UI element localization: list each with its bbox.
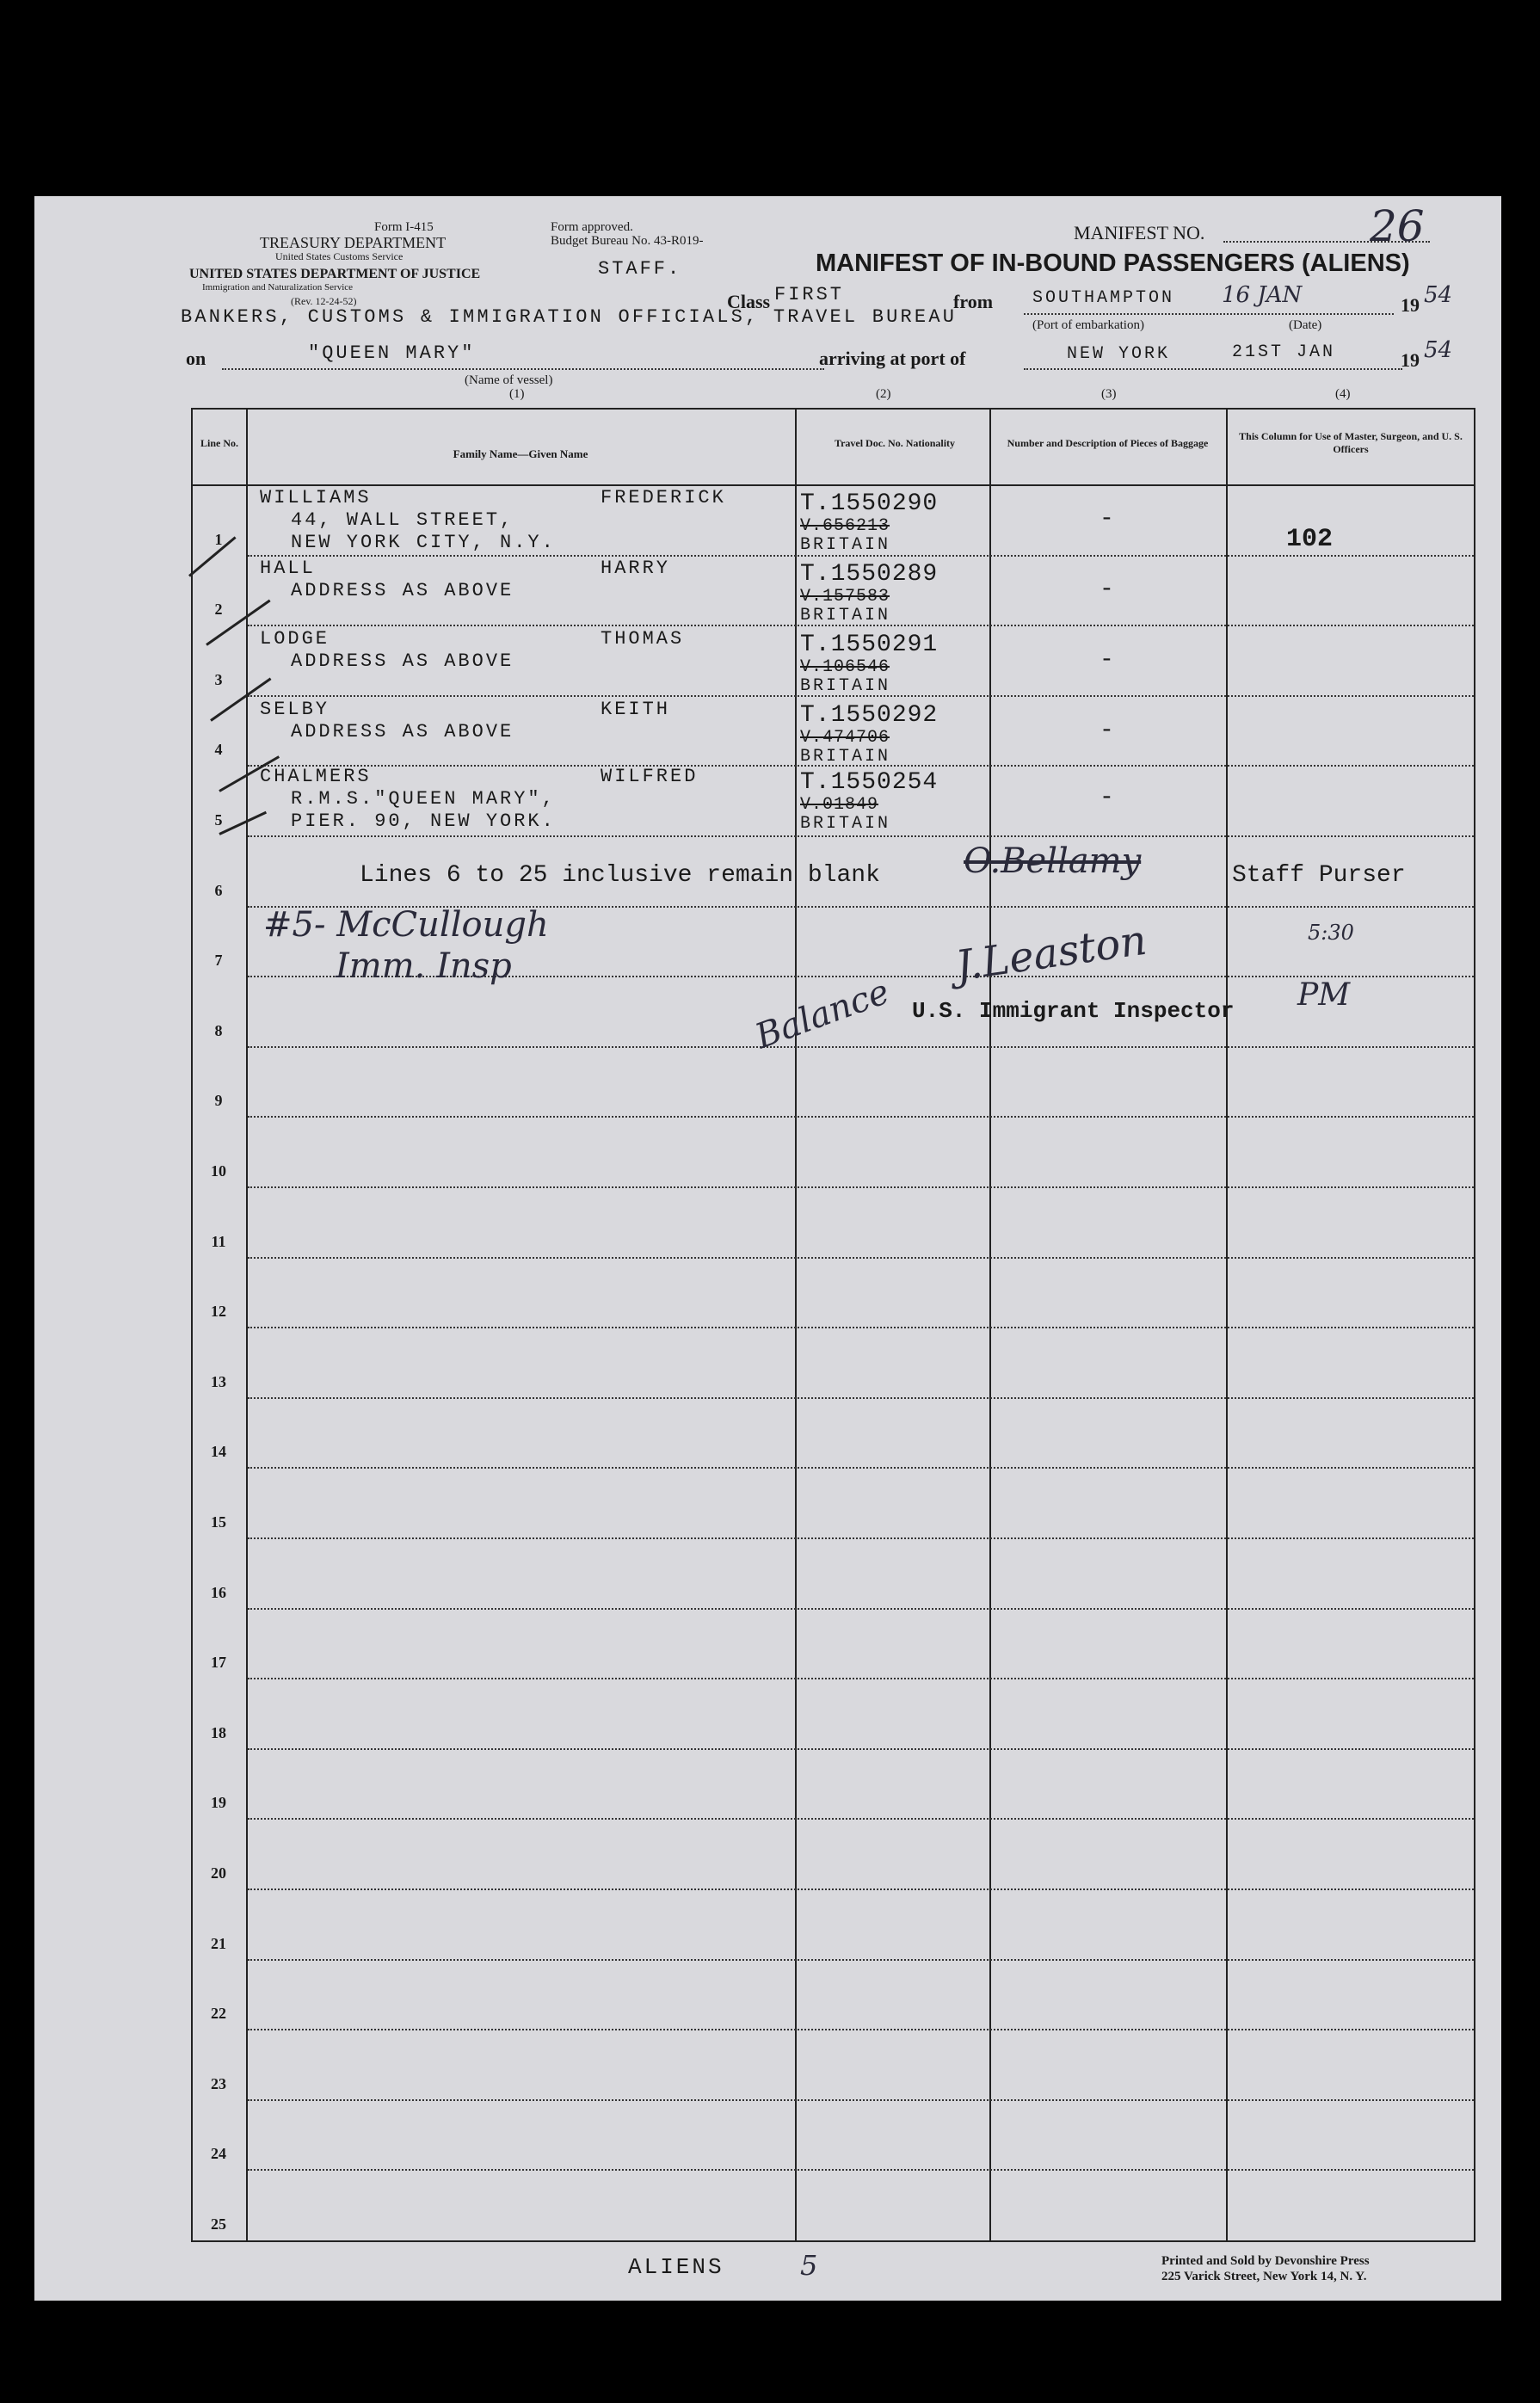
baggage-count: - [1100,506,1114,533]
arrival-port: NEW YORK [1067,344,1171,364]
budget-label: Budget Bureau No. 43-R019- [551,234,704,248]
travel-doc-number: T.1550292 [800,702,939,729]
row-rule [248,1186,1474,1188]
travel-doc-number: T.1550289 [800,561,939,588]
year-prefix-arrival: 19 [1401,349,1420,371]
date-caption: (Date) [1289,318,1322,332]
column-2-number: (2) [876,387,891,401]
old-doc-number: V.01849 [800,795,879,815]
from-value: SOUTHAMPTON [1032,288,1175,308]
purser-title: Staff Purser [1232,862,1406,889]
ins-label: Immigration and Naturalization Service [202,282,354,293]
row-rule [248,1678,1474,1679]
row-rule [248,555,1474,557]
on-label: on [186,348,206,369]
aliens-count: 5 [800,2249,818,2282]
family-name: WILLIAMS [260,487,372,508]
travel-doc-header: Travel Doc. No. Nationality [834,437,956,449]
old-doc-number: V.474706 [800,728,890,748]
row-rule [248,1537,1474,1539]
row-rule [248,1327,1474,1328]
manifest-no-label: MANIFEST NO. [1074,222,1205,243]
nationality: BRITAIN [800,747,891,767]
manifest-title: MANIFEST OF IN-BOUND PASSENGERS (ALIENS) [816,250,1410,277]
class-label: Class [727,291,771,312]
given-name: KEITH [601,699,671,720]
line-number: 2 [214,601,223,618]
line-number: 23 [211,2075,226,2092]
baggage-count: - [1100,785,1114,811]
baggage-header: Number and Description of Pieces of Baggage [1007,437,1209,449]
manifest-page [34,196,1501,2301]
line-number: 22 [211,2005,226,2022]
baggage-count: - [1100,647,1114,674]
arriving-label: arriving at port of [819,348,966,369]
line-number: 25 [211,2215,226,2233]
line-number: 3 [214,671,223,688]
address-line-1: ADDRESS AS ABOVE [291,580,514,601]
approved-label: Form approved. [551,220,633,234]
pm-note: PM [1297,977,1351,1013]
year-from: 54 [1424,282,1453,308]
class-value: FIRST [774,284,845,305]
nationality: BRITAIN [800,676,891,696]
year-prefix: 19 [1401,294,1420,316]
address-line-1: ADDRESS AS ABOVE [291,721,514,742]
line-number: 16 [211,1584,226,1601]
row-rule [248,1257,1474,1259]
given-name: FREDERICK [601,487,726,508]
address-line-2: PIER. 90, NEW YORK. [291,810,556,832]
family-name: HALL [260,558,316,579]
column-1-number: (1) [509,387,525,401]
treasury-label: TREASURY DEPARTMENT [260,234,447,251]
aliens-label: ALIENS [628,2254,724,2280]
customs-label: United States Customs Service [275,250,403,262]
family-name: CHALMERS [260,766,372,787]
row-rule [248,1046,1474,1048]
travel-doc-number: T.1550290 [800,490,939,517]
line-number: 12 [211,1303,226,1320]
line-number: 1 [214,531,223,548]
vessel-name: "QUEEN MARY" [308,342,476,364]
line-number: 17 [211,1654,226,1671]
line-number: 24 [211,2145,226,2162]
nationality: BRITAIN [800,535,891,555]
line-number: 4 [214,741,223,758]
travel-doc-number: T.1550291 [800,632,939,658]
address-line-1: R.M.S."QUEEN MARY", [291,788,556,810]
line-number: 21 [211,1935,226,1952]
line-number: 11 [211,1233,226,1250]
from-label: from [953,291,994,312]
time-note: 5:30 [1308,921,1354,945]
line-number: 20 [211,1864,226,1882]
line-number: 9 [214,1092,223,1109]
address-line-1: ADDRESS AS ABOVE [291,650,514,672]
line-number: 6 [214,882,223,899]
revision-label: (Rev. 12-24-52) [291,295,357,307]
row-rule [248,1608,1474,1610]
row-rule [248,835,1474,837]
purser-signature: O.Bellamy [964,841,1142,881]
vessel-caption: (Name of vessel) [465,373,553,387]
inspector-signature: J.Leaston [952,915,1150,991]
address-line-2: NEW YORK CITY, N.Y. [291,532,556,553]
year-to: 54 [1424,337,1453,363]
nationality: BRITAIN [800,606,891,625]
arrival-date: 21ST JAN [1232,342,1336,362]
baggage-count: - [1100,718,1114,744]
printer-line-2: 225 Varick Street, New York 14, N. Y. [1161,2270,1367,2283]
form-number: Form I-415 [374,220,434,234]
line-no-header: Line No. [200,437,238,449]
line-number: 10 [211,1162,226,1180]
blank-lines-note: Lines 6 to 25 inclusive remain blank [360,862,880,889]
row-rule [248,1397,1474,1399]
row-rule [248,1959,1474,1961]
row-rule [248,2169,1474,2171]
line-number: 14 [211,1443,226,1460]
row-rule [248,1748,1474,1750]
given-name: THOMAS [601,628,685,650]
given-name: WILFRED [601,766,699,787]
travel-doc-number: T.1550254 [800,769,939,796]
line-number: 7 [214,952,223,969]
baggage-count: - [1100,576,1114,603]
from-date: 16 JAN [1222,282,1303,308]
row-rule [248,1116,1474,1118]
column-3-number: (3) [1101,387,1117,401]
name-header: Family Name—Given Name [453,447,588,460]
line-number: 5 [214,811,223,829]
old-doc-number: V.656213 [800,516,890,536]
address-line-1: 44, WALL STREET, [291,509,514,531]
row-rule [248,1818,1474,1820]
family-name: LODGE [260,628,330,650]
balance-handwriting: Balance [750,971,895,1057]
line-number: 18 [211,1724,226,1741]
officer-note: 102 [1286,525,1334,554]
manifest-number: 26 [1370,201,1425,251]
staff-label: STAFF. [598,258,682,280]
row-rule [248,1467,1474,1469]
old-doc-number: V.106546 [800,657,890,677]
family-name: SELBY [260,699,330,720]
given-name: HARRY [601,558,671,579]
line-number: 8 [214,1022,223,1039]
row-rule [248,2029,1474,2030]
officers-header: This Column for Use of Master, Surgeon, and U. S. Officers [1239,430,1463,455]
line-number: 13 [211,1373,226,1390]
inspector-handwriting-2: Imm. Insp [336,946,512,986]
line-number: 19 [211,1794,226,1811]
printer-line-1: Printed and Sold by Devonshire Press [1161,2254,1370,2268]
old-doc-number: V.157583 [800,587,890,607]
column-4-number: (4) [1335,387,1351,401]
nationality: BRITAIN [800,814,891,834]
line-number: 15 [211,1513,226,1531]
inspector-handwriting-1: #5- McCullough [263,905,549,945]
port-caption: (Port of embarkation) [1032,318,1144,332]
justice-label: UNITED STATES DEPARTMENT OF JUSTICE [189,267,481,281]
inspector-title: U.S. Immigrant Inspector [912,998,1235,1024]
row-rule [248,1889,1474,1890]
row-rule [248,2099,1474,2101]
passenger-group: BANKERS, CUSTOMS & IMMIGRATION OFFICIALS, TRAVEL BUREAU [181,306,958,328]
